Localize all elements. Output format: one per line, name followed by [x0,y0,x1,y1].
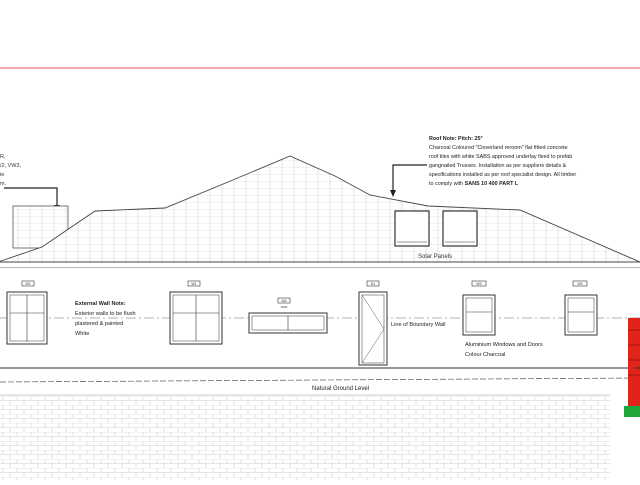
windows-doors-note-line: Aluminium Windows and Doors [465,342,543,348]
natural-ground-label: Natural Ground Level [312,386,370,392]
opening-subtag: 1500 [280,305,288,309]
window [249,313,327,333]
opening-tag: W3 [476,282,482,286]
opening-tag: W1 [191,282,197,286]
left-cut-note-line: m. [0,181,7,187]
wall-leader-line [4,188,57,208]
opening-tag: W4 [281,299,287,303]
left-cut-note-line: /2, VW3, [0,163,22,169]
window [565,295,597,335]
solar-panel [443,211,477,246]
opening-tag: W3 [577,282,583,286]
roof-leader-line [393,165,427,193]
door [359,292,387,365]
boundary-wall-label: Line of Boundary Wall [391,322,446,328]
roof-note-line: roof tiles with white SABS approved underlay fixed to prefab [429,154,573,160]
roof-note-line: to comply with SANS 10 400 PART L [429,181,519,187]
external-wall-note-line: Exterior walls to be flush [75,311,136,317]
roof-note-line: gangnailed Trusses. Installation as per suppliers details & [429,163,567,169]
roof-note-line: specifications installed as per roof specialist design. All timber [429,172,577,178]
left-cut-note-line: R, [0,154,6,160]
window [170,292,222,344]
left-cut-note-line: ie [0,172,5,178]
roof-note [429,136,576,187]
left-cut-note [0,154,22,187]
solar-panel [395,211,429,246]
external-wall-note-heading: External Wall Note: [75,301,126,307]
opening-tag: D1 [370,282,376,286]
external-wall-note-line: plastered & painted [75,321,124,327]
window [7,292,47,344]
roof-note-heading: Roof Note: Pitch: 25° [429,136,483,142]
window [463,295,495,335]
windows-doors-note-line: Colour Charcoal [465,352,506,358]
roof-note-line: Charcoal Coloured "Cloverland reroom" flat fitted concrete [429,145,568,151]
natural-ground-line [0,378,640,382]
external-wall-note-line: White [75,331,90,337]
paving-area [0,395,610,480]
opening-tag: W1 [25,282,31,286]
solar-panels-label: Solar Panels [418,254,453,260]
roof-leader-arrow [390,190,396,197]
